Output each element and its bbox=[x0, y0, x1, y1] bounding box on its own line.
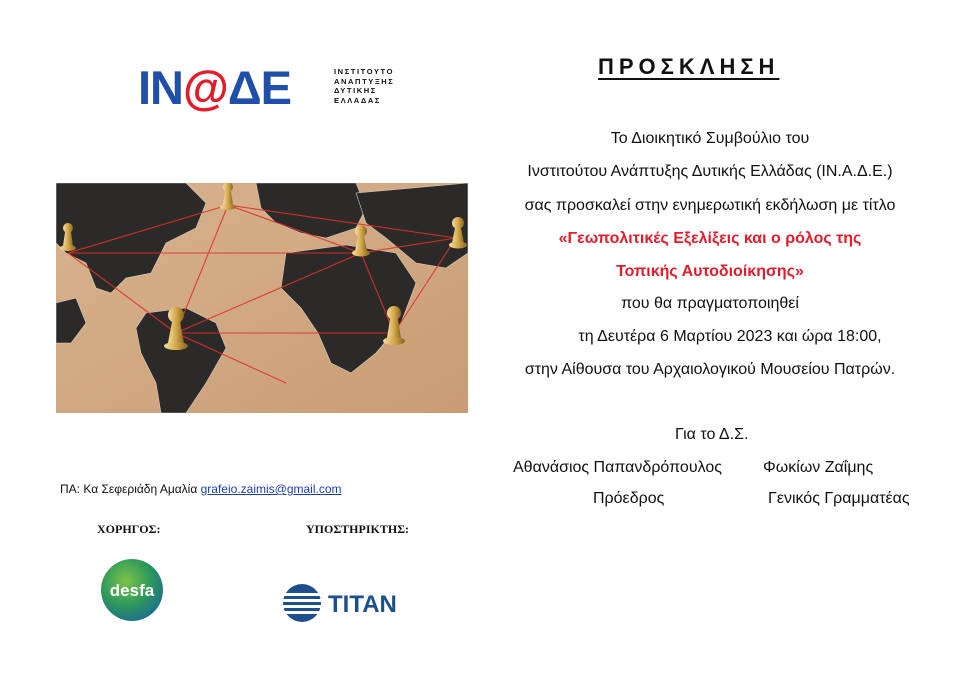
body-line-4: που θα πραγματοποιηθεί bbox=[621, 295, 799, 312]
for-board-label: Για το Δ.Σ. bbox=[675, 426, 749, 443]
body-line-2: Ινστιτούτου Ανάπτυξης Δυτικής Ελλάδας (ΙΝ.Α.Δ.Ε.) bbox=[527, 163, 893, 180]
titan-text: TITAN bbox=[328, 591, 397, 618]
logo-de: ΔΕ bbox=[227, 61, 291, 114]
logo-subtitle bbox=[334, 67, 408, 105]
event-title-line-2: Τοπικής Αυτοδιοίκησης» bbox=[616, 263, 804, 280]
secretary-role: Γενικός Γραμματέας bbox=[768, 490, 910, 507]
body-line-5: τη Δευτέρα 6 Μαρτίου 2023 και ώρα 18:00, bbox=[578, 328, 882, 345]
secretary-name: Φωκίων Ζαΐμης bbox=[763, 459, 874, 476]
sponsor-label: ΧΟΡΗΓΟΣ: bbox=[97, 522, 161, 536]
inade-logo bbox=[138, 58, 408, 118]
logo-line: ΔΥΤΙΚΗΣ bbox=[334, 86, 377, 95]
logo-mark bbox=[138, 58, 291, 118]
president-name: Αθανάσιος Παπανδρόπουλος bbox=[513, 459, 722, 476]
desfa-text: desfa bbox=[109, 581, 155, 600]
contact-email-link[interactable]: grafeio.zaimis@gmail.com bbox=[200, 482, 342, 496]
body-line-6: στην Αίθουσα του Αρχαιολογικού Μουσείου Πατρών. bbox=[524, 361, 896, 378]
page-title: ΠΡΟΣΚΛΗΣΗ bbox=[598, 54, 780, 79]
contact-label: ΠΑ: Κα Σεφεριάδη Αμαλία bbox=[60, 482, 198, 496]
supporter-label: ΥΠΟΣΤΗΡΙΚΤΗΣ: bbox=[306, 522, 410, 536]
logo-line: ΑΝΑΠΤΥΞΗΣ bbox=[334, 76, 395, 86]
world-map-chess-image bbox=[56, 183, 468, 413]
desfa-logo bbox=[100, 558, 164, 622]
contact-line bbox=[60, 482, 342, 496]
logo-line: ΙΝΣΤΙΤΟΥΤΟ bbox=[334, 67, 395, 76]
logo-at: @ bbox=[183, 61, 228, 114]
titan-logo bbox=[282, 582, 434, 624]
logo-line: ΕΛΛΑΔΑΣ bbox=[334, 95, 381, 105]
president-role: Πρόεδρος bbox=[593, 490, 665, 507]
body-line-3: σας προσκαλεί στην ενημερωτική εκδήλωση με τίτλο bbox=[524, 197, 896, 214]
body-line-1: Το Διοικητικό Συμβούλιο του bbox=[610, 130, 810, 147]
logo-in: ΙΝ bbox=[138, 61, 183, 114]
event-title-line-1: «Γεωπολιτικές Εξελίξεις και ο ρόλος της bbox=[558, 230, 862, 247]
